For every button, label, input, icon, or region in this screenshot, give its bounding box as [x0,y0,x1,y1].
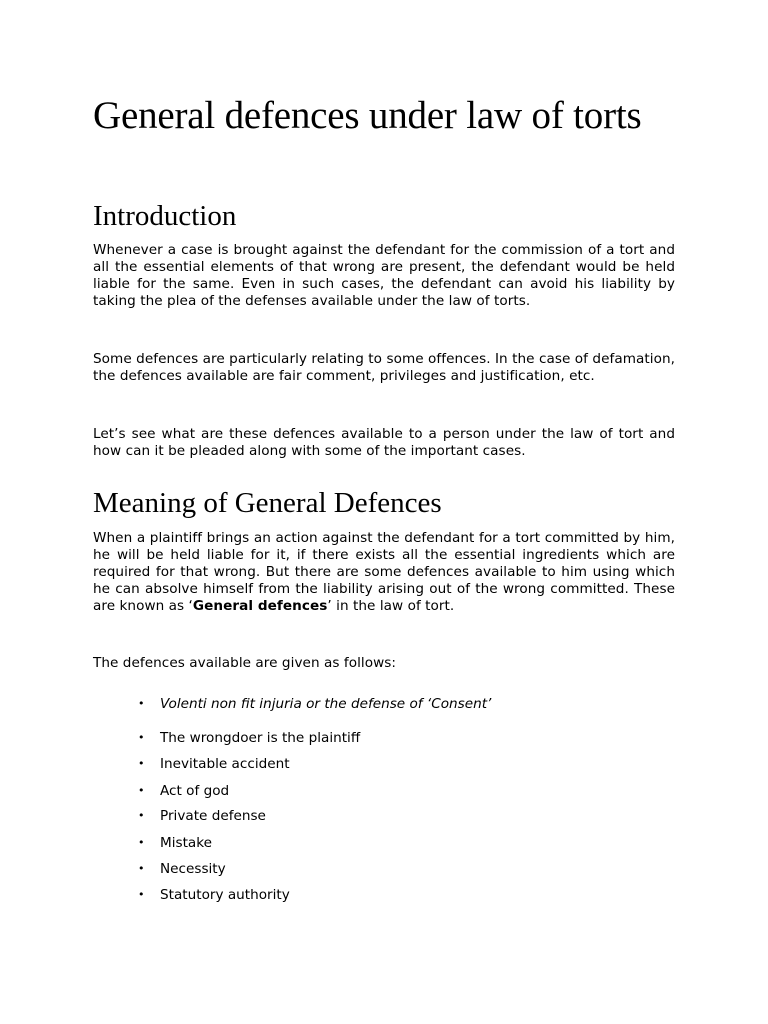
list-item [93,781,675,801]
list-item [93,754,675,774]
introduction-paragraph-2: Some defences are particularly relating to some offences. In the case of defamation, the defences available are fair comment, privileges and justification, etc. [93,351,675,384]
bullet-icon: • [138,809,145,822]
defence-item-mistake: Mistake [160,835,212,851]
defences-list-intro: The defences available are given as follows: [93,655,397,671]
meaning-paragraph-text-start: When a plaintiff brings an action against the defendant for a tort committed by him, he will be held liable for it, if there exists all the essential ingredients which are required for that wrong. But there are some defences available to him using which he can absolve himself from the liability arising out of the wrong committed. These are known as ‘ [93,530,675,614]
bullet-icon: • [138,757,145,770]
introduction-paragraph-1: Whenever a case is brought against the defendant for the commission of a tort and all the essential elements of that wrong are present, the defendant would be held liable for the same. Even in such cases, the defendant can avoid his liability by taking the plea of the defenses available under the law of torts. [93,242,675,309]
defence-item-private-defense: Private defense [160,808,266,824]
document-title: General defences under law of torts [93,94,642,137]
list-item [93,833,675,853]
bullet-icon: • [138,888,145,901]
general-defences-term: General defences [192,598,328,614]
meaning-heading: Meaning of General Defences [93,487,442,519]
meaning-paragraph [93,530,675,615]
list-item [93,806,675,826]
meaning-paragraph-text-end: ’ in the law of tort. [327,598,455,614]
bullet-icon: • [138,697,145,710]
bullet-icon: • [138,862,145,875]
defence-item-statutory-authority: Statutory authority [160,887,290,903]
list-item [93,728,675,748]
bullet-icon: • [138,784,145,797]
bullet-icon: • [138,836,145,849]
bullet-icon: • [138,731,145,744]
list-item [93,694,675,714]
defence-item-necessity: Necessity [160,861,226,877]
introduction-paragraph-3: Let’s see what are these defences available to a person under the law of tort and how can it be pleaded along with some of the important cases. [93,426,675,459]
list-item [93,885,675,905]
defence-item-consent: Volenti non fit injuria or the defense of ‘Consent’ [160,696,492,712]
list-item [93,859,675,879]
introduction-heading: Introduction [93,200,237,232]
defence-item-wrongdoer-plaintiff: The wrongdoer is the plaintiff [160,730,361,746]
defence-item-act-of-god: Act of god [160,783,230,799]
defence-item-inevitable-accident: Inevitable accident [160,756,290,772]
